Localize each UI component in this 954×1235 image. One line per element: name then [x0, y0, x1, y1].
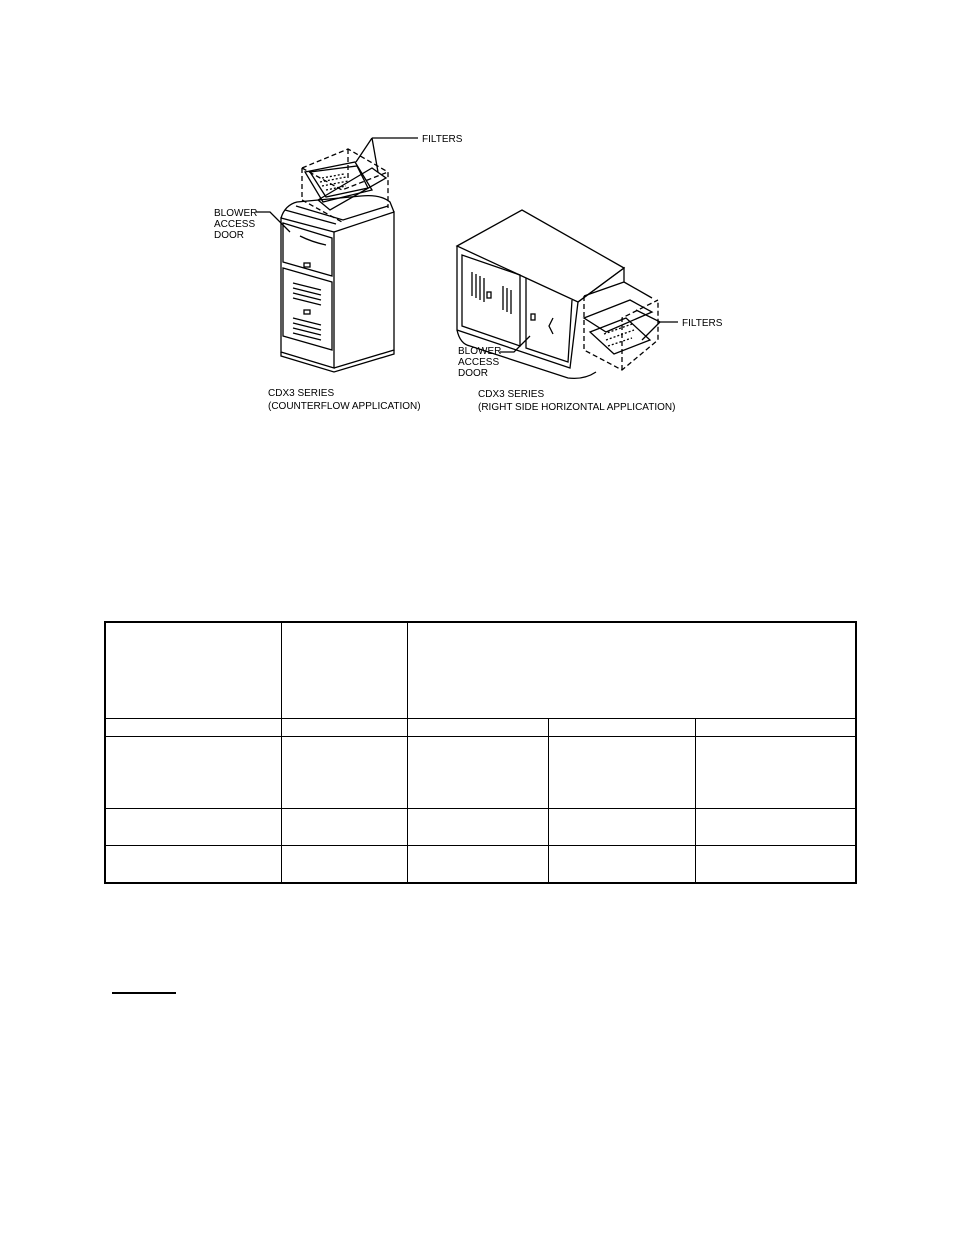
horizontal-door-label-line1: BLOWER: [458, 346, 502, 357]
table-row: [105, 808, 856, 845]
table-header-row: [105, 622, 856, 718]
table-cell: [407, 808, 548, 845]
counterflow-caption-line2: (COUNTERFLOW APPLICATION): [268, 401, 421, 412]
counterflow-door-label-line2: ACCESS: [214, 219, 256, 230]
table-subheader-row: [105, 718, 856, 736]
table-cell: [281, 736, 407, 808]
horizontal-caption-line2: (RIGHT SIDE HORIZONTAL APPLICATION): [478, 402, 676, 413]
table-row: [105, 736, 856, 808]
table-cell: [548, 845, 695, 883]
counterflow-filters-drawing: [302, 138, 418, 222]
horizontal-door-label-line2: ACCESS: [458, 357, 500, 368]
table-cell: [105, 622, 281, 718]
table-cell: [695, 736, 856, 808]
table-cell: [407, 622, 856, 718]
counterflow-door-label-line1: BLOWER: [214, 208, 258, 219]
table-cell: [695, 718, 856, 736]
table-cell: [407, 845, 548, 883]
table-cell: [105, 736, 281, 808]
table-cell: [105, 718, 281, 736]
table-cell: [105, 808, 281, 845]
horizontal-filters-label: FILTERS: [682, 318, 723, 329]
counterflow-door-label-line3: DOOR: [214, 230, 244, 241]
horizontal-caption-line1: CDX3 SERIES: [478, 389, 545, 400]
counterflow-cabinet-drawing: [281, 196, 394, 372]
heading-underline: [112, 992, 176, 994]
table-cell: [281, 718, 407, 736]
specification-table: [104, 621, 857, 884]
table-cell: [548, 808, 695, 845]
table-cell: [281, 622, 407, 718]
table-cell: [407, 718, 548, 736]
table-cell: [281, 808, 407, 845]
counterflow-filters-label: FILTERS: [422, 134, 463, 145]
table-cell: [548, 736, 695, 808]
furnace-filter-figure: [0, 0, 954, 430]
table-cell: [281, 845, 407, 883]
horizontal-filters-drawing: [584, 296, 678, 370]
counterflow-caption-line1: CDX3 SERIES: [268, 388, 335, 399]
table-cell: [695, 808, 856, 845]
table-row: [105, 845, 856, 883]
horizontal-door-label-line3: DOOR: [458, 368, 488, 379]
table-cell: [548, 718, 695, 736]
table-cell: [105, 845, 281, 883]
table-cell: [695, 845, 856, 883]
table-cell: [407, 736, 548, 808]
